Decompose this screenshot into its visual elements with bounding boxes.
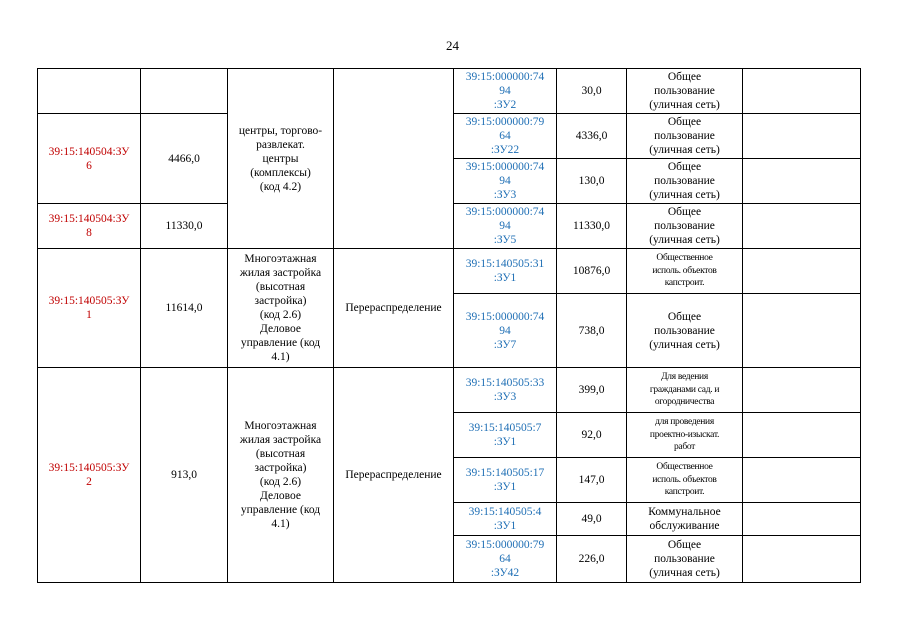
note-cell	[743, 204, 861, 249]
target-area-cell: 4336,0	[557, 114, 627, 159]
table-row	[38, 249, 861, 294]
source-parcel-cell: 39:15:140505:ЗУ 2	[38, 368, 141, 583]
purpose-cell: Для ведения гражданами сад. и огородничества	[627, 368, 743, 413]
note-cell	[743, 503, 861, 536]
target-area-cell: 226,0	[557, 536, 627, 583]
target-area-cell: 92,0	[557, 413, 627, 458]
target-parcel-cell: 39:15:140505:7 :ЗУ1	[454, 413, 557, 458]
note-cell	[743, 368, 861, 413]
note-cell	[743, 69, 861, 114]
action-cell: Перераспределение	[334, 368, 454, 583]
purpose-cell: Общее пользование (уличная сеть)	[627, 159, 743, 204]
target-area-cell: 738,0	[557, 294, 627, 368]
source-parcel-cell: 39:15:140505:ЗУ 1	[38, 249, 141, 368]
target-parcel-cell: 39:15:140505:33 :ЗУ3	[454, 368, 557, 413]
purpose-cell: Коммунальное обслуживание	[627, 503, 743, 536]
purpose-cell: Общее пользование (уличная сеть)	[627, 69, 743, 114]
use-type-cell: Многоэтажная жилая застройка (высотная застройка) (код 2.6) Деловое управление (код 4.1)	[228, 368, 334, 583]
note-cell	[743, 458, 861, 503]
page-number: 24	[446, 38, 459, 53]
parcel-redistribution-table	[37, 68, 861, 583]
note-cell	[743, 249, 861, 294]
target-area-cell: 130,0	[557, 159, 627, 204]
target-area-cell: 10876,0	[557, 249, 627, 294]
use-type-cell: центры, торгово- развлекат. центры (комплексы) (код 4.2)	[228, 69, 334, 249]
target-area-cell: 399,0	[557, 368, 627, 413]
use-type-cell: Многоэтажная жилая застройка (высотная застройка) (код 2.6) Деловое управление (код 4.1)	[228, 249, 334, 368]
note-cell	[743, 114, 861, 159]
purpose-cell: Общее пользование (уличная сеть)	[627, 114, 743, 159]
target-area-cell: 147,0	[557, 458, 627, 503]
purpose-cell: Общее пользование (уличная сеть)	[627, 204, 743, 249]
target-parcel-cell: 39:15:000000:74 94 :ЗУ2	[454, 69, 557, 114]
note-cell	[743, 294, 861, 368]
note-cell	[743, 159, 861, 204]
source-parcel-cell: 39:15:140504:ЗУ 8	[38, 204, 141, 249]
purpose-cell: Общественное исполь. объектов капстроит.	[627, 249, 743, 294]
target-area-cell: 11330,0	[557, 204, 627, 249]
note-cell	[743, 413, 861, 458]
target-area-cell: 49,0	[557, 503, 627, 536]
table-row	[38, 69, 861, 114]
target-parcel-cell: 39:15:000000:79 64 :ЗУ42	[454, 536, 557, 583]
purpose-cell: Общее пользование (уличная сеть)	[627, 294, 743, 368]
target-parcel-cell: 39:15:000000:74 94 :ЗУ7	[454, 294, 557, 368]
area-cell: 913,0	[141, 368, 228, 583]
action-cell	[334, 69, 454, 249]
target-parcel-cell: 39:15:000000:79 64 :ЗУ22	[454, 114, 557, 159]
target-parcel-cell: 39:15:140505:31 :ЗУ1	[454, 249, 557, 294]
area-cell: 11614,0	[141, 249, 228, 368]
target-parcel-cell: 39:15:140505:4 :ЗУ1	[454, 503, 557, 536]
action-cell: Перераспределение	[334, 249, 454, 368]
target-parcel-cell: 39:15:000000:74 94 :ЗУ5	[454, 204, 557, 249]
area-cell	[141, 69, 228, 114]
purpose-cell: для проведения проектно-изыскат. работ	[627, 413, 743, 458]
note-cell	[743, 536, 861, 583]
table-row	[38, 368, 861, 413]
target-area-cell: 30,0	[557, 69, 627, 114]
target-parcel-cell: 39:15:000000:74 94 :ЗУ3	[454, 159, 557, 204]
purpose-cell: Общественное исполь. объектов капстроит.	[627, 458, 743, 503]
source-parcel-cell	[38, 69, 141, 114]
target-parcel-cell: 39:15:140505:17 :ЗУ1	[454, 458, 557, 503]
area-cell: 11330,0	[141, 204, 228, 249]
area-cell: 4466,0	[141, 114, 228, 204]
source-parcel-cell: 39:15:140504:ЗУ 6	[38, 114, 141, 204]
purpose-cell: Общее пользование (уличная сеть)	[627, 536, 743, 583]
